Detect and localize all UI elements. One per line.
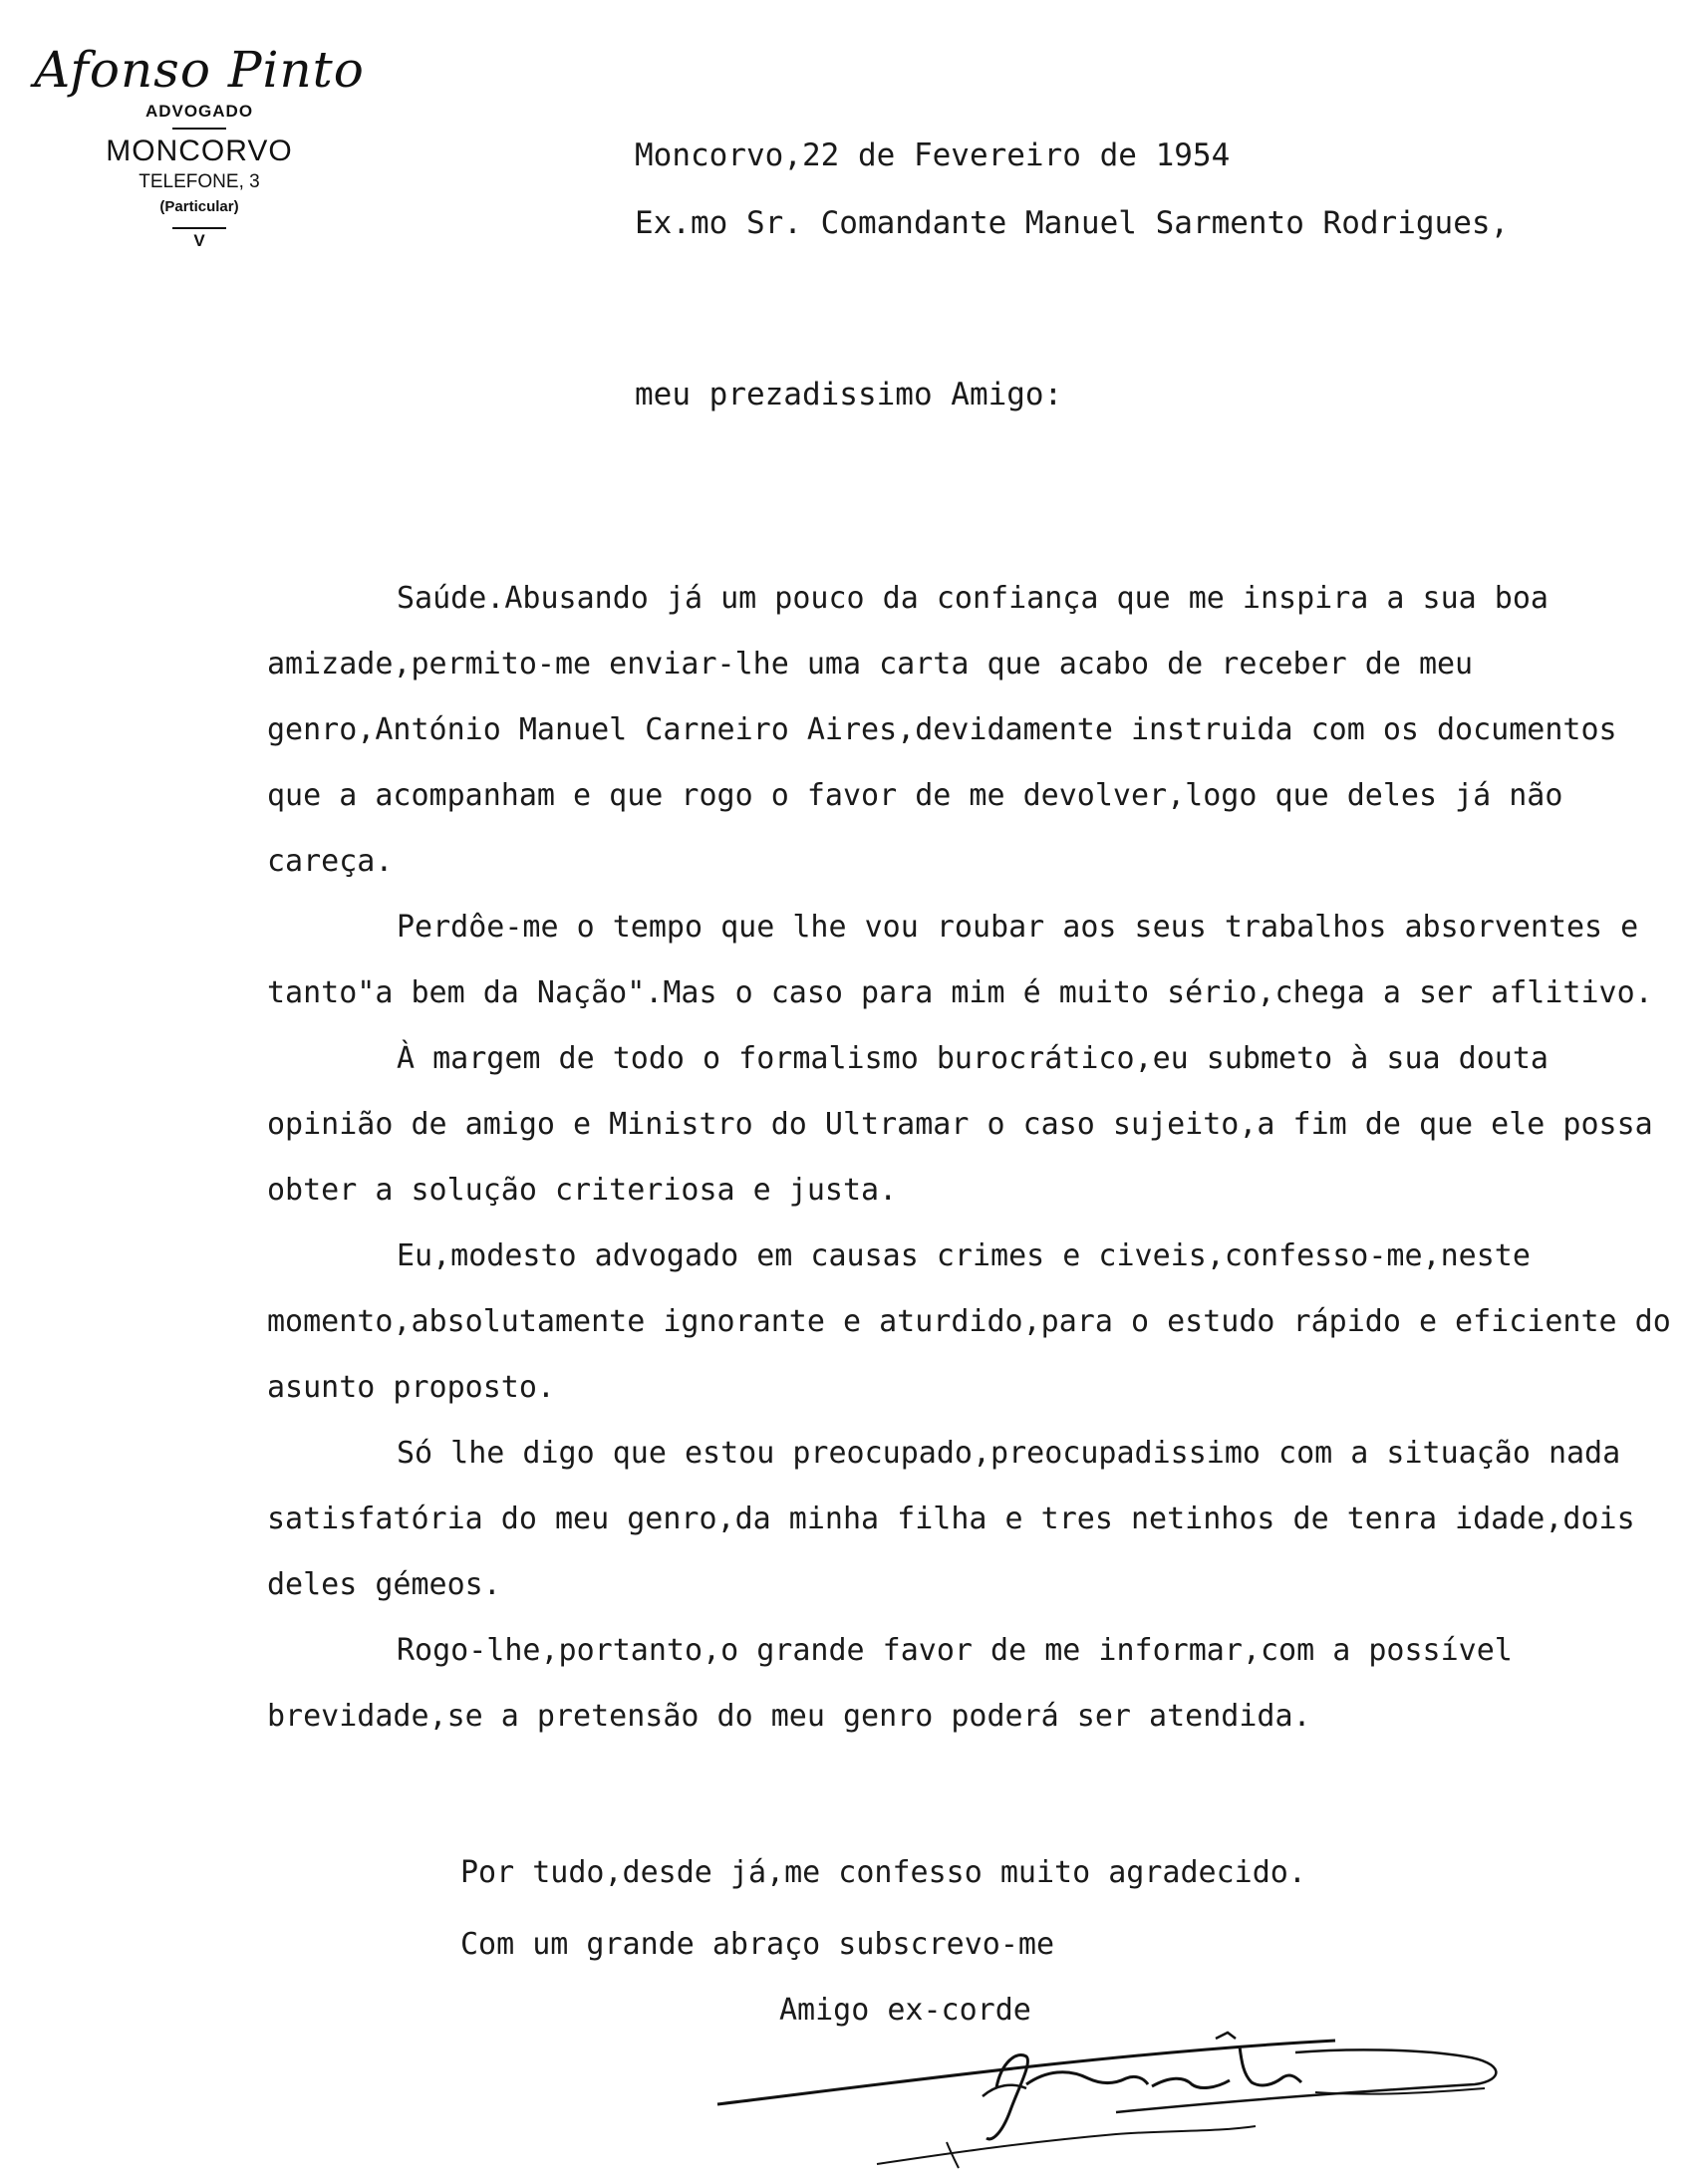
- letterhead-town: MONCORVO: [106, 135, 293, 167]
- letterhead-phone: TELEFONE, 3: [139, 171, 260, 192]
- handwritten-signature: [698, 1993, 1515, 2172]
- letter-closing-embrace: Com um grande abraço subscrevo-me: [460, 1927, 1055, 1962]
- letter-body: [267, 566, 1672, 1750]
- letter-dateline: Moncorvo,22 de Fevereiro de 1954: [635, 137, 1231, 173]
- letter-paragraph: Rogo-lhe,portanto,o grande favor de me informar,com a possível brevidade,se a pretensão do meu genro poderá ser atendida.: [267, 1633, 1513, 1734]
- letter-paragraph: Só lhe digo que estou preocupado,preocupadissimo com a situação nada satisfatória do meu genro,da minha filha e tres netinhos de tenra idade,dois deles gémeos.: [267, 1436, 1635, 1602]
- letterhead-divider: [172, 128, 226, 130]
- letterhead-mark: V: [193, 231, 205, 250]
- letter-paragraph: Eu,modesto advogado em causas crimes e civeis,confesso-me,neste momento,absolutamente ignorante e aturdido,para o estudo rápido e eficiente do asunto proposto.: [267, 1238, 1671, 1405]
- letter-paragraph: À margem de todo o formalismo burocrático,eu submeto à sua douta opinião de amigo e Ministro do Ultramar o caso sujeito,a fim de que ele possa obter a solução criteriosa e justa.: [267, 1041, 1653, 1208]
- letter-closing-thanks: Por tudo,desde já,me confesso muito agradecido.: [460, 1855, 1306, 1890]
- letterhead-note: (Particular): [159, 198, 239, 215]
- letterhead: [20, 40, 379, 251]
- letter-salutation: meu prezadissimo Amigo:: [635, 377, 1063, 412]
- letterhead-divider-bottom: [172, 227, 226, 229]
- letter-paragraph: Saúde.Abusando já um pouco da confiança que me inspira a sua boa amizade,permito-me enviar-lhe uma carta que acabo de receber de meu genro,António Manuel Carneiro Aires,devidamente instruida com os documentos que a acompanham e que rogo o favor de me devolver,logo que deles já não careça.: [267, 581, 1617, 879]
- letter-closing-valediction: Amigo ex-corde: [779, 1993, 1031, 2028]
- letter-paragraph: Perdôe-me o tempo que lhe vou roubar aos seus trabalhos absorventes e tanto"a bem da Nação".Mas o caso para mim é muito sério,chega a ser aflitivo.: [267, 910, 1653, 1010]
- letterhead-profession: ADVOGADO: [144, 102, 254, 121]
- letter-recipient: Ex.mo Sr. Comandante Manuel Sarmento Rodrigues,: [635, 205, 1510, 241]
- letterhead-name: Afonso Pinto: [34, 41, 365, 99]
